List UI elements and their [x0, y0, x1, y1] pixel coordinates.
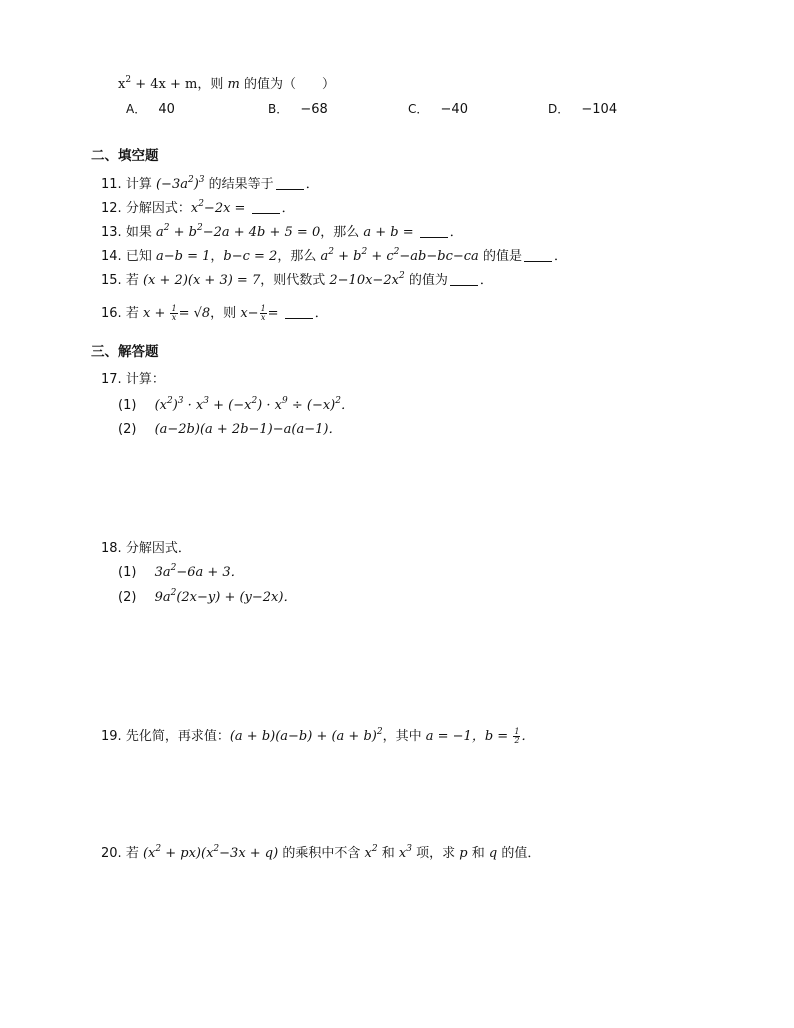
q17-expression-2: (a−2b)(a + 2b−1)−a(a−1)．: [154, 422, 342, 437]
answer-blank[interactable]: [285, 306, 313, 319]
question-20: 20. 若 $(x^2 + px)(x^2-3x + q)$ 的乘积中不含 $x^2$ 和 $x^3$ 项，求 p 和 q 的值．: [101, 844, 541, 861]
q18-expression-1: $3a^2-6a + 3$．: [154, 563, 244, 580]
q19-values: a = −1，b = $\frac{1}{2}$ ．: [425, 727, 535, 745]
q18-expression-2: $9a^2(2x-y) + (y-2x)$．: [154, 588, 297, 605]
answer-blank[interactable]: [276, 177, 304, 190]
q10-stem: $x^2 + 4x + m$，则 m 的值为（ ）: [118, 75, 335, 92]
answer-blank[interactable]: [524, 249, 552, 262]
q15-expression: $2-10x-2x^2$: [329, 271, 405, 288]
question-18: 18. 分解因式．: [101, 541, 191, 556]
q20-term-x3: $x^3$: [398, 844, 412, 861]
question-11: 11. 计算 $(-3a^2)^3$ 的结果等于 ．: [101, 175, 319, 192]
answer-blank[interactable]: [450, 273, 478, 286]
q15-condition: (x + 2)(x + 3) = 7: [142, 273, 261, 288]
q10-var-m: m: [227, 77, 240, 92]
section-fill-in-title: 二、填空题: [91, 148, 159, 164]
q20-var-p: p: [459, 846, 468, 861]
fraction-1-over-x: $\frac{1}{x}$: [260, 304, 266, 322]
q20-var-q: q: [488, 846, 498, 861]
q10-option-d[interactable]: D． −104: [548, 102, 618, 117]
q14-cond2: b−c = 2: [223, 249, 278, 264]
answer-blank[interactable]: [420, 225, 448, 238]
q20-term-x2: $x^2$: [364, 844, 378, 861]
question-16: 16. 若 x + $\frac{1}{x}$ = √8，则 x− $\frac{1}{x}$ = ．: [101, 304, 328, 322]
section-answer-title: 三、解答题: [91, 344, 159, 360]
q19-expression: $(a + b)(a-b) + (a + b)^2$: [229, 727, 383, 744]
q14-cond1: a−b = 1: [155, 249, 211, 264]
fraction-1-over-x: $\frac{1}{x}$: [171, 304, 177, 322]
q13-sum: a + b =: [363, 225, 414, 240]
question-12: 12. 分解因式：$x^2-2x$ = ．: [101, 199, 295, 216]
q11-expression: $(-3a^2)^3$: [155, 175, 205, 192]
answer-blank[interactable]: [252, 201, 280, 214]
question-17: 17. 计算：: [101, 372, 165, 387]
question-15: 15. 若 (x + 2)(x + 3) = 7，则代数式 $2-10x-2x^2$ 的值为 ．: [101, 271, 493, 288]
q10-option-b[interactable]: B． −68: [268, 102, 328, 117]
q16-condition: x + $\frac{1}{x}$ = √8: [142, 304, 211, 322]
q13-expression: $a^2 + b^2-2a + 4b + 5 = 0$: [155, 223, 321, 240]
question-13: 13. 如果 $a^2 + b^2-2a + 4b + 5 = 0$，那么 a + b = ．: [101, 223, 463, 240]
q12-expression: $x^2-2x$ =: [190, 199, 246, 216]
q20-expression: $(x^2 + px)(x^2-3x + q)$: [142, 844, 279, 861]
q10-option-a[interactable]: A． 40: [126, 102, 175, 117]
q17-part-1: (1) $(x^2)^3 \cdot x^3 + (-x^2) \cdot x^9 \div (-x)^2$．: [118, 396, 354, 413]
q10-expression: $x^2 + 4x + m$: [118, 75, 198, 92]
q18-part-2: (2) $9a^2(2x-y) + (y-2x)$．: [118, 588, 297, 605]
q16-expression: x− $\frac{1}{x}$ =: [240, 304, 279, 322]
q10-option-c[interactable]: C． −40: [408, 102, 468, 117]
q17-expression-1: $(x^2)^3 \cdot x^3 + (-x^2) \cdot x^9 \div (-x)^2$．: [154, 396, 354, 413]
question-14: 14. 已知 a−b = 1，b−c = 2，那么 $a^2 + b^2 + c^2-ab-bc-ca$ 的值是 ．: [101, 247, 567, 264]
q18-part-1: (1) $3a^2-6a + 3$．: [118, 563, 244, 580]
question-19: 19. 先化简，再求值：$(a + b)(a-b) + (a + b)^2$，其中 a = −1，b = $\frac{1}{2}$ ．: [101, 727, 535, 745]
q17-part-2: (2) (a−2b)(a + 2b−1)−a(a−1)．: [118, 422, 342, 437]
fraction-one-half: $\frac{1}{2}$: [514, 727, 520, 745]
q14-expression: $a^2 + b^2 + c^2-ab-bc-ca$: [320, 247, 479, 264]
